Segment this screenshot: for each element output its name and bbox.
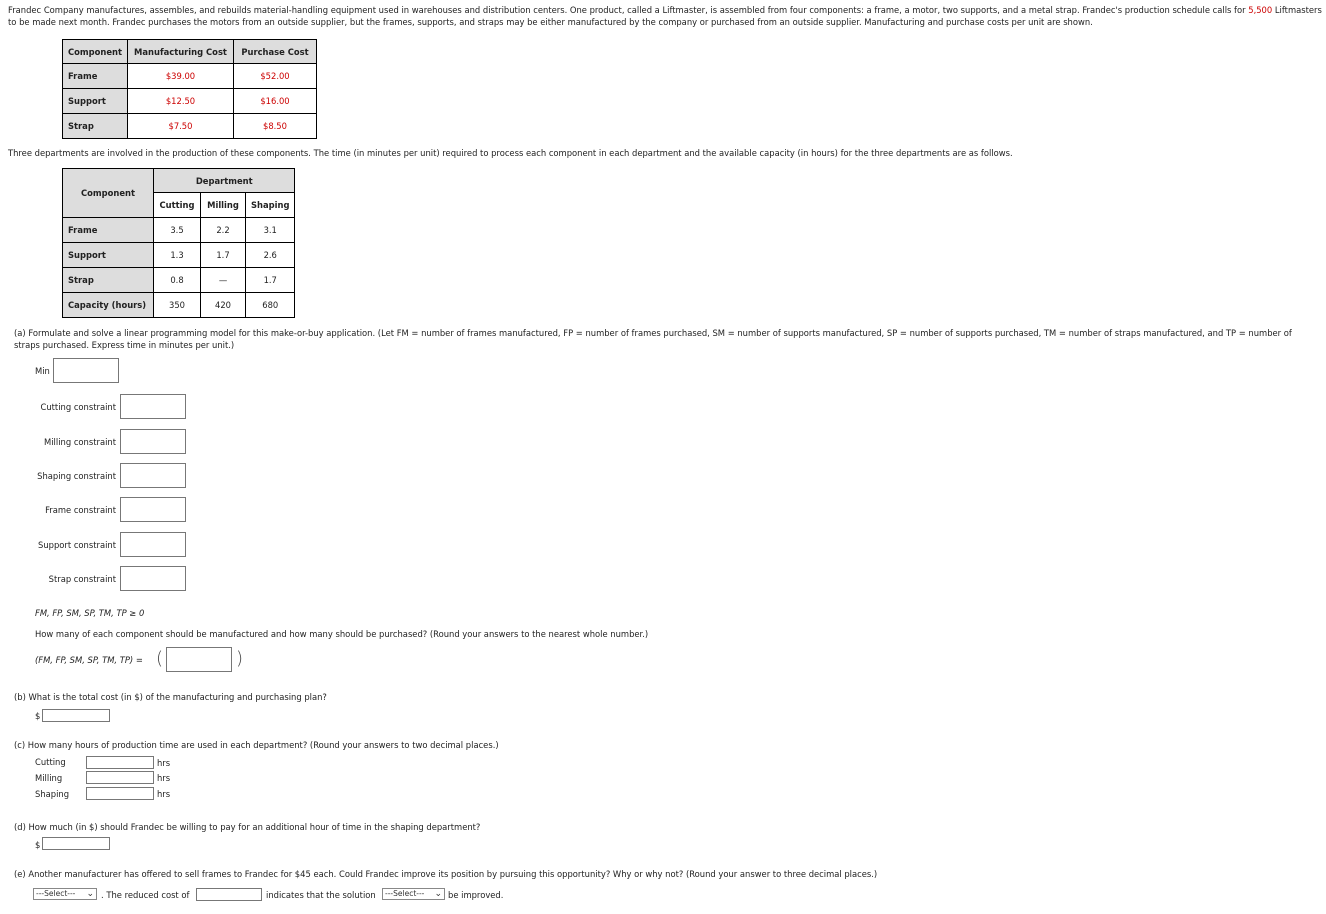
cutting-hours-label: Cutting: [35, 757, 66, 767]
support-constraint-label: Support constraint: [38, 540, 116, 550]
milling-hours-label: Milling: [35, 773, 63, 783]
table-row: [63, 293, 295, 318]
shaping-hours-label: Shaping: [35, 789, 70, 799]
manufacturing-cost: $12.50: [127, 89, 233, 114]
tuple-open-paren: (: [156, 648, 164, 669]
manufacturing-cost: $7.50: [127, 114, 233, 139]
cutting-hours-unit: hrs: [157, 758, 171, 768]
cutting-time: 3.5: [154, 218, 201, 243]
shaping-time: 2.6: [246, 243, 295, 268]
chevron-down-icon: ⌄: [434, 889, 442, 899]
table-row: [63, 243, 295, 268]
part-a-question: How many of each component should be manufactured and how many should be purchased? (Round your answers to the nearest whole number.): [35, 629, 649, 639]
milling-time: 1.7: [201, 243, 246, 268]
tuple-close-paren: ): [236, 648, 244, 669]
milling-capacity: 420: [201, 293, 246, 318]
shaping-hours-input[interactable]: [86, 787, 154, 800]
part-e-after-text: indicates that the solution: [266, 890, 376, 900]
support-constraint-input[interactable]: [120, 532, 186, 557]
dept-row-label: Frame: [63, 218, 154, 243]
cost-header-component: Component: [63, 40, 128, 64]
solution-improve-select-value: ---Select---: [385, 889, 425, 898]
part-c-text: (c) How many hours of production time are used in each department? (Round your answers to two decimal places.): [14, 740, 499, 750]
improve-position-select-value: ---Select---: [36, 889, 76, 898]
shaping-capacity: 680: [246, 293, 295, 318]
part-b-dollar: $: [35, 711, 41, 721]
cost-header-manufacturing: Manufacturing Cost: [127, 40, 233, 64]
milling-hours-unit: hrs: [157, 773, 171, 783]
chevron-down-icon: ⌄: [86, 889, 94, 899]
purchase-cost: $8.50: [233, 114, 316, 139]
solution-tuple-input[interactable]: [166, 647, 232, 672]
milling-time: —: [201, 268, 246, 293]
table-row: [63, 114, 317, 139]
dept-row-label: Support: [63, 243, 154, 268]
tuple-label: (FM, FP, SM, SP, TM, TP) =: [35, 655, 143, 665]
dept-subheader-cutting: Cutting: [154, 193, 201, 218]
department-table: [62, 168, 295, 318]
cutting-constraint-label: Cutting constraint: [40, 402, 116, 412]
liftmaster-quantity: 5,500: [1248, 5, 1273, 15]
dept-header-component: Component: [63, 169, 154, 218]
cost-row-label: Frame: [63, 64, 128, 89]
milling-constraint-label: Milling constraint: [44, 437, 116, 447]
milling-hours-input[interactable]: [86, 771, 154, 784]
shaping-time: 1.7: [246, 268, 295, 293]
milling-time: 2.2: [201, 218, 246, 243]
strap-constraint-label: Strap constraint: [48, 574, 116, 584]
dept-row-label: Capacity (hours): [63, 293, 154, 318]
dept-subheader-shaping: Shaping: [246, 193, 295, 218]
frame-constraint-input[interactable]: [120, 497, 186, 522]
cutting-time: 1.3: [154, 243, 201, 268]
nonnegativity-text: FM, FP, SM, SP, TM, TP ≥ 0: [35, 608, 145, 618]
solution-improve-select[interactable]: [382, 888, 445, 900]
cost-row-label: Strap: [63, 114, 128, 139]
cost-table: [62, 39, 317, 139]
cutting-time: 0.8: [154, 268, 201, 293]
table-row: [63, 268, 295, 293]
table-row: [63, 64, 317, 89]
part-e-text: (e) Another manufacturer has offered to sell frames to Frandec for $45 each. Could Frandec improve its position by pursuing this opportunity? Why or why not? (Round your answer to three decimal places.): [14, 869, 878, 879]
cost-row-label: Support: [63, 89, 128, 114]
objective-input[interactable]: [53, 358, 119, 383]
intro-paragraph: [8, 5, 1324, 28]
strap-constraint-input[interactable]: [120, 566, 186, 591]
intro-text-2: Liftmasters to be made next month. Frandec purchases the motors from an outside supplier, but the frames, supports, and straps may be either manufactured by the company or purchased from an outside supplier. Manufacturing and purchase costs per unit are shown.: [8, 5, 1322, 27]
shaping-hour-value-input[interactable]: [42, 837, 110, 850]
frame-constraint-label: Frame constraint: [45, 505, 116, 515]
improve-position-select[interactable]: [33, 888, 97, 900]
part-a-text: (a) Formulate and solve a linear programming model for this make-or-buy application. (Let FM = number of frames manufactured, FP = number of frames purchased, SM = number of supports manufactured, SP = number of supports purchased, TM = number of straps manufactured, and TP = number of straps purchased. Express time in minutes per unit.): [14, 328, 1292, 350]
part-e-end-text: be improved.: [448, 890, 504, 900]
manufacturing-cost: $39.00: [127, 64, 233, 89]
shaping-hours-unit: hrs: [157, 789, 171, 799]
dept-row-label: Strap: [63, 268, 154, 293]
part-e-mid-text: . The reduced cost of: [101, 890, 190, 900]
cutting-capacity: 350: [154, 293, 201, 318]
table-row: [63, 89, 317, 114]
part-d-dollar: $: [35, 840, 41, 850]
shaping-time: 3.1: [246, 218, 295, 243]
milling-constraint-input[interactable]: [120, 429, 186, 454]
part-d-text: (d) How much (in $) should Frandec be willing to pay for an additional hour of time in the shaping department?: [14, 822, 481, 832]
intro-text-1: Frandec Company manufactures, assembles, and rebuilds material-handling equipment used in warehouses and distribution centers. One product, called a Liftmaster, is assembled from four components: a frame, a motor, two supports, and a metal strap. Frandec's production schedule calls for: [8, 5, 1249, 15]
shaping-constraint-label: Shaping constraint: [37, 471, 116, 481]
table-row: [63, 218, 295, 243]
department-intro: Three departments are involved in the production of these components. The time (in minutes per unit) required to process each component in each department and the available capacity (in hours) for the three departments are as follows.: [8, 148, 1013, 158]
cutting-constraint-input[interactable]: [120, 394, 186, 419]
cutting-hours-input[interactable]: [86, 756, 154, 769]
shaping-constraint-input[interactable]: [120, 463, 186, 488]
purchase-cost: $16.00: [233, 89, 316, 114]
dept-subheader-milling: Milling: [201, 193, 246, 218]
dept-header-department: Department: [154, 169, 295, 193]
part-b-text: (b) What is the total cost (in $) of the manufacturing and purchasing plan?: [14, 692, 327, 702]
purchase-cost: $52.00: [233, 64, 316, 89]
min-label: Min: [35, 366, 50, 376]
cost-header-purchase: Purchase Cost: [233, 40, 316, 64]
reduced-cost-input[interactable]: [196, 888, 262, 901]
total-cost-input[interactable]: [42, 709, 110, 722]
